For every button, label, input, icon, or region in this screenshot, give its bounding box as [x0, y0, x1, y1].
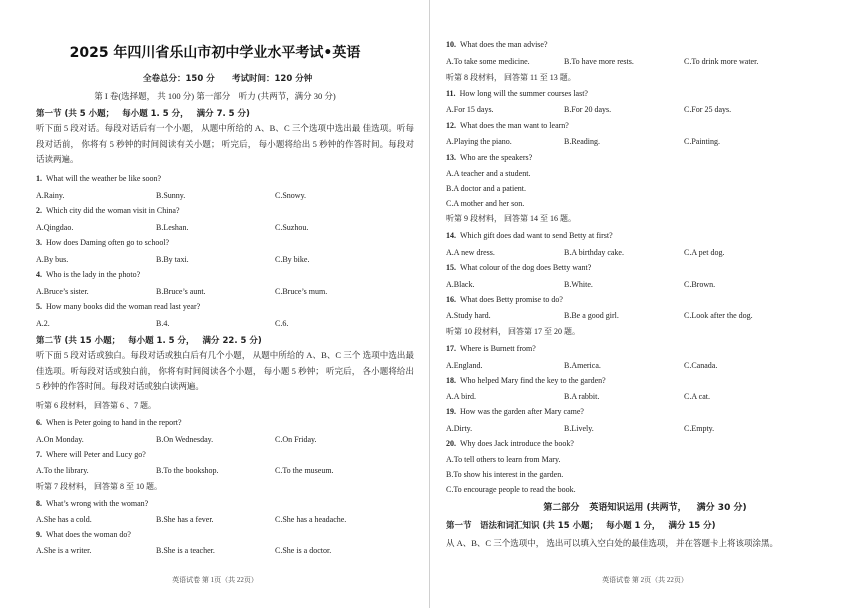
option-a: A.Qingdao.	[36, 223, 74, 232]
option-b: B.By taxi.	[156, 255, 189, 264]
option-c: C.Brown.	[684, 280, 716, 289]
section2-instructions: 听下面 5 段对话或独白。每段对话或独白后有几个小题， 从题中所给的 A、B、C 三个 选项中选出最佳选项。听每段对话或独白前， 你将有时间阅读各个小题， 每小题 5 秒钟； 听完后， 各小题将给出 5 秒钟的作答时间。每段对话或独白读两遍。	[36, 350, 414, 391]
option-c: C.A mother and her son.	[446, 199, 525, 208]
option-b: B.A rabbit.	[564, 392, 600, 401]
material-note-9: 听第 9 段材料， 回答第 14 至 16 题。	[446, 214, 576, 223]
option-b: B.A birthday cake.	[564, 248, 624, 257]
option-a: A.To the library.	[36, 466, 89, 475]
part2-section1-heading: 第一节 语法和词汇知识 (共 15 小题； 每小题 1 分， 满分 15 分)	[446, 521, 716, 531]
option-a: A.Black.	[446, 280, 475, 289]
total-score: 全卷总分：150 分	[143, 74, 215, 84]
material-note-6: 听第 6 段材料， 回答第 6 、7 题。	[36, 401, 156, 410]
option-b: B.To have more rests.	[564, 57, 634, 66]
option-b: B.Be a good girl.	[564, 311, 619, 320]
option-b: B.For 20 days.	[564, 105, 612, 114]
option-c: C.A cat.	[684, 392, 710, 401]
option-a: A.She is a writer.	[36, 546, 92, 555]
option-a: A.A new dress.	[446, 248, 495, 257]
part2-heading: 第二部分 英语知识运用 (共两节， 满分 30 分)	[543, 503, 747, 513]
section1-instructions: 听下面 5 段对话。每段对话后有一个小题， 从题中所给的 A、B、C 三个选项中选出最 佳选项。听每段对话前， 你将有 5 秒钟的时间阅读有关小题； 听完后， 每小题将给出 5 秒钟的作答时间。每段对话读两遍。	[36, 123, 414, 164]
option-a: A.Dirty.	[446, 424, 473, 433]
option-a: A.By bus.	[36, 255, 69, 264]
option-c: C.6.	[275, 319, 289, 328]
option-a: A.England.	[446, 361, 483, 370]
option-a: A.To tell others to learn from Mary.	[446, 455, 561, 464]
option-c: C.By bike.	[275, 255, 310, 264]
exam-page-2: 10. What does the man advise? A.To take some medicine. B.To have more rests. C.To drink more water. 听第 8 段材料， 回答第 11 至 13 题。 11. How long will the summer courses last? A.For 15 days. B.For 20 days. C.For 25 days. 12. What does the man want to learn? A.Playing the piano. B.Reading. C.Painting. 13. Who are the speakers? A.A teacher and a student. B.A doctor and a patient. C.A mother and her son. 听第 9 段材料， 回答第 14 至 16 题。 14. Which gift does dad want to send Betty at first? A.A new dress. B.A birthday cake. C.A pet dog. 15. What colour of the dog does Betty want? A.Black. B.White. C.Brown. 16. What does Betty promise to do? A.Study hard. B.Be a good girl. C.Look after the dog. 听第 10 段材料， 回答第 17 至 20 题。 17. Where is Burnett from? A.England. B.America. C.Canada. 18. Who helped Mary find the key to the garden? A.A bird. B.A rabbit. C.A cat. 19. How was the garden after Mary came? A.Dirty. B.Lively. C.Empty. 20. Why does Jack introduce the book? A.To tell others to learn from Mary. B.To show his interest in the garden. C.To encourage people to read the book. 第二部分 英语知识运用 (共两节， 满分 30 分) 第一节 语法和词汇知识 (共 15 小题； 每小题 1 分， 满分 15 分) 从 A、B、C 三个选项中， 选出可以填入空白处的最佳选项， 并在答题卡上将该项涂黑。 英语试卷 第 2页（共 22页）	[430, 0, 860, 608]
option-a: A.A teacher and a student.	[446, 169, 531, 178]
option-a: A.2.	[36, 319, 50, 328]
page-footer: 英语试卷 第 2页（共 22页）	[602, 576, 688, 584]
option-a: A.Study hard.	[446, 311, 491, 320]
volume-heading: 第 I 卷(选择题， 共 100 分) 第一部分 听力 (共两节，满分 30 分)	[94, 91, 336, 101]
option-b: B.A doctor and a patient.	[446, 184, 526, 193]
option-c: C.Bruce’s mum.	[275, 287, 328, 296]
option-a: A.A bird.	[446, 392, 476, 401]
option-b: B.She is a teacher.	[156, 546, 215, 555]
option-c: C.Suzhou.	[275, 223, 309, 232]
option-a: A.On Monday.	[36, 435, 84, 444]
material-note-8: 听第 8 段材料， 回答第 11 至 13 题。	[446, 73, 576, 82]
option-c: C.She has a headache.	[275, 515, 347, 524]
material-note-7: 听第 7 段材料， 回答第 8 至 10 题。	[36, 482, 162, 491]
option-a: A.To take some medicine.	[446, 57, 530, 66]
part2-section1-instructions: 从 A、B、C 三个选项中， 选出可以填入空白处的最佳选项， 并在答题卡上将该项涂黑。	[446, 538, 778, 548]
page-footer: 英语试卷 第 1页（共 22页）	[172, 576, 258, 584]
option-b: B.America.	[564, 361, 601, 370]
option-b: B.She has a fever.	[156, 515, 214, 524]
option-c: C.Painting.	[684, 137, 721, 146]
option-c: C.On Friday.	[275, 435, 317, 444]
option-a: A.Rainy.	[36, 191, 65, 200]
option-b: B.White.	[564, 280, 593, 289]
option-c: C.For 25 days.	[684, 105, 732, 114]
option-c: C.She is a doctor.	[275, 546, 332, 555]
option-a: A.Playing the piano.	[446, 137, 512, 146]
option-c: C.Empty.	[684, 424, 715, 433]
option-b: B.4.	[156, 319, 170, 328]
option-c: C.Snowy.	[275, 191, 307, 200]
option-b: B.Sunny.	[156, 191, 186, 200]
option-b: B.Lively.	[564, 424, 594, 433]
option-c: C.A pet dog.	[684, 248, 725, 257]
option-b: B.Bruce’s aunt.	[156, 287, 206, 296]
material-note-10: 听第 10 段材料， 回答第 17 至 20 题。	[446, 327, 580, 336]
option-b: B.Reading.	[564, 137, 600, 146]
option-c: C.Canada.	[684, 361, 718, 370]
option-b: B.On Wednesday.	[156, 435, 214, 444]
option-c: C.To encourage people to read the book.	[446, 485, 576, 494]
option-b: B.To show his interest in the garden.	[446, 470, 564, 479]
option-a: A.She has a cold.	[36, 515, 92, 524]
exam-title: 2025 年四川省乐山市初中学业水平考试•英语	[69, 45, 361, 61]
section2-heading: 第二节 (共 15 小题； 每小题 1. 5 分， 满分 22. 5 分)	[36, 336, 262, 346]
option-c: C.To drink more water.	[684, 57, 759, 66]
exam-page-1: 2025 年四川省乐山市初中学业水平考试•英语 全卷总分：150 分 考试时间：120 分钟 第 I 卷(选择题， 共 100 分) 第一部分 听力 (共两节，满分 30 分) 第一节 (共 5 小题； 每小题 1. 5 分， 满分 7. 5 分) 听下面 5 段对话。每段对话后有一个小题， 从题中所给的 A、B、C 三个选项中选出最 佳选项。听每段对话前， 你将有 5 秒钟的时间阅读有关小题； 听完后， 每小题将给出 5 秒钟的作答时间。每段对话读两遍。 1. What will the weather be like soon? A.Rainy. B.Sunny. C.Snowy. 2. Which city did the woman visit in China? A.Qingdao. B.Leshan. C.Suzhou. 3. How does Daming often go to school? A.By bus. B.By taxi. C.By bike. 4. Who is the lady in the photo? A.Bruce’s sister. B.Bruce’s aunt. C.Bruce’s mum. 5. How many books did the woman read last year? A.2. B.4. C.6. 第二节 (共 15 小题； 每小题 1. 5 分， 满分 22. 5 分) 听下面 5 段对话或独白。每段对话或独白后有几个小题， 从题中所给的 A、B、C 三个 选项中选出最佳选项。听每段对话或独白前， 你将有时间阅读各个小题， 每小题 5 秒钟； 听完后， 各小题将给出 5 秒钟的作答时间。每段对话或独白读两遍。 听第 6 段材料， 回答第 6 、7 题。 6. When is Peter going to hand in the report? A.On Monday. B.On Wednesday. C.On Friday. 7. Where will Peter and Lucy go? A.To the library. B.To the bookshop. C.To the museum. 听第 7 段材料， 回答第 8 至 10 题。 8. What’s wrong with the woman? A.She has a cold. B.She has a fever. C.She has a headache. 9. What does the woman do? A.She is a writer. B.She is a teacher. C.She is a doctor. 英语试卷 第 1页（共 22页）	[0, 0, 430, 608]
option-b: B.To the bookshop.	[156, 466, 219, 475]
section1-heading: 第一节 (共 5 小题； 每小题 1. 5 分， 满分 7. 5 分)	[36, 109, 250, 119]
exam-time: 考试时间：120 分钟	[232, 74, 313, 84]
option-c: C.Look after the dog.	[684, 311, 753, 320]
option-a: A.For 15 days.	[446, 105, 494, 114]
option-c: C.To the museum.	[275, 466, 334, 475]
option-b: B.Leshan.	[156, 223, 189, 232]
option-a: A.Bruce’s sister.	[36, 287, 89, 296]
